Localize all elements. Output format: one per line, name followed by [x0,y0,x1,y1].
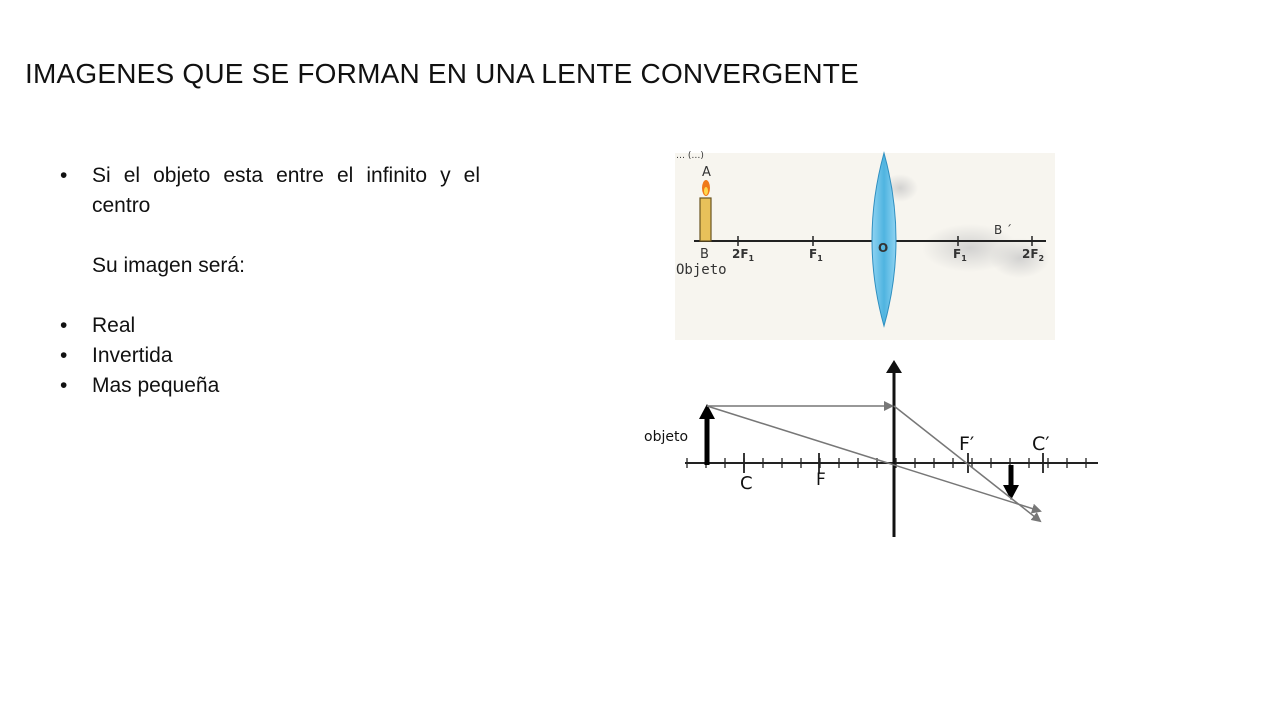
label-objeto: Objeto [676,262,727,278]
lens-arrowhead [886,360,902,373]
property-real: Real [92,314,136,337]
label-2f1: $2F_1$ [732,247,755,263]
spacer [60,221,480,251]
label-a: A [702,165,711,180]
label-objeto: objeto [644,429,689,445]
bullet-marker: • [60,164,68,187]
label-b: B [700,247,709,262]
slide-title: IMAGENES QUE SE FORMAN EN UNA LENTE CONVERGENTE [25,58,859,89]
candle-flame-core [704,187,708,195]
property-bullet [60,341,480,371]
ray-diagram-figure [640,355,1110,545]
label-origin: O [878,241,889,255]
property-inverted: Invertida [92,344,173,367]
clipped-label: … (…) [676,151,704,161]
lens-candle-figure [670,148,1060,343]
label-f1: $F_1$ [809,247,823,263]
label-c: C [740,473,753,494]
bullet-marker: • [60,374,68,397]
label-2f2: $2F_2$ [1022,247,1045,263]
property-smaller: Mas pequeña [92,374,220,397]
spacer [60,281,480,311]
bullet-marker: • [60,344,68,367]
image-subheading: Su imagen será: [92,254,245,277]
label-f: F [816,470,826,490]
property-bullet [60,371,480,401]
property-bullet [60,311,480,341]
label-f-prime: F′ [959,433,975,455]
candle [700,198,711,241]
bullet-marker: • [60,314,68,337]
central-ray [707,406,1040,511]
intro-bullet [60,161,480,221]
label-c-prime: C′ [1032,433,1050,455]
label-f-right: $F_1$ [953,247,967,263]
label-b-prime: B ´ [994,223,1013,237]
intro-text: Si el objeto esta entre el infinito y el centro [92,164,480,217]
slide-body [60,161,480,401]
